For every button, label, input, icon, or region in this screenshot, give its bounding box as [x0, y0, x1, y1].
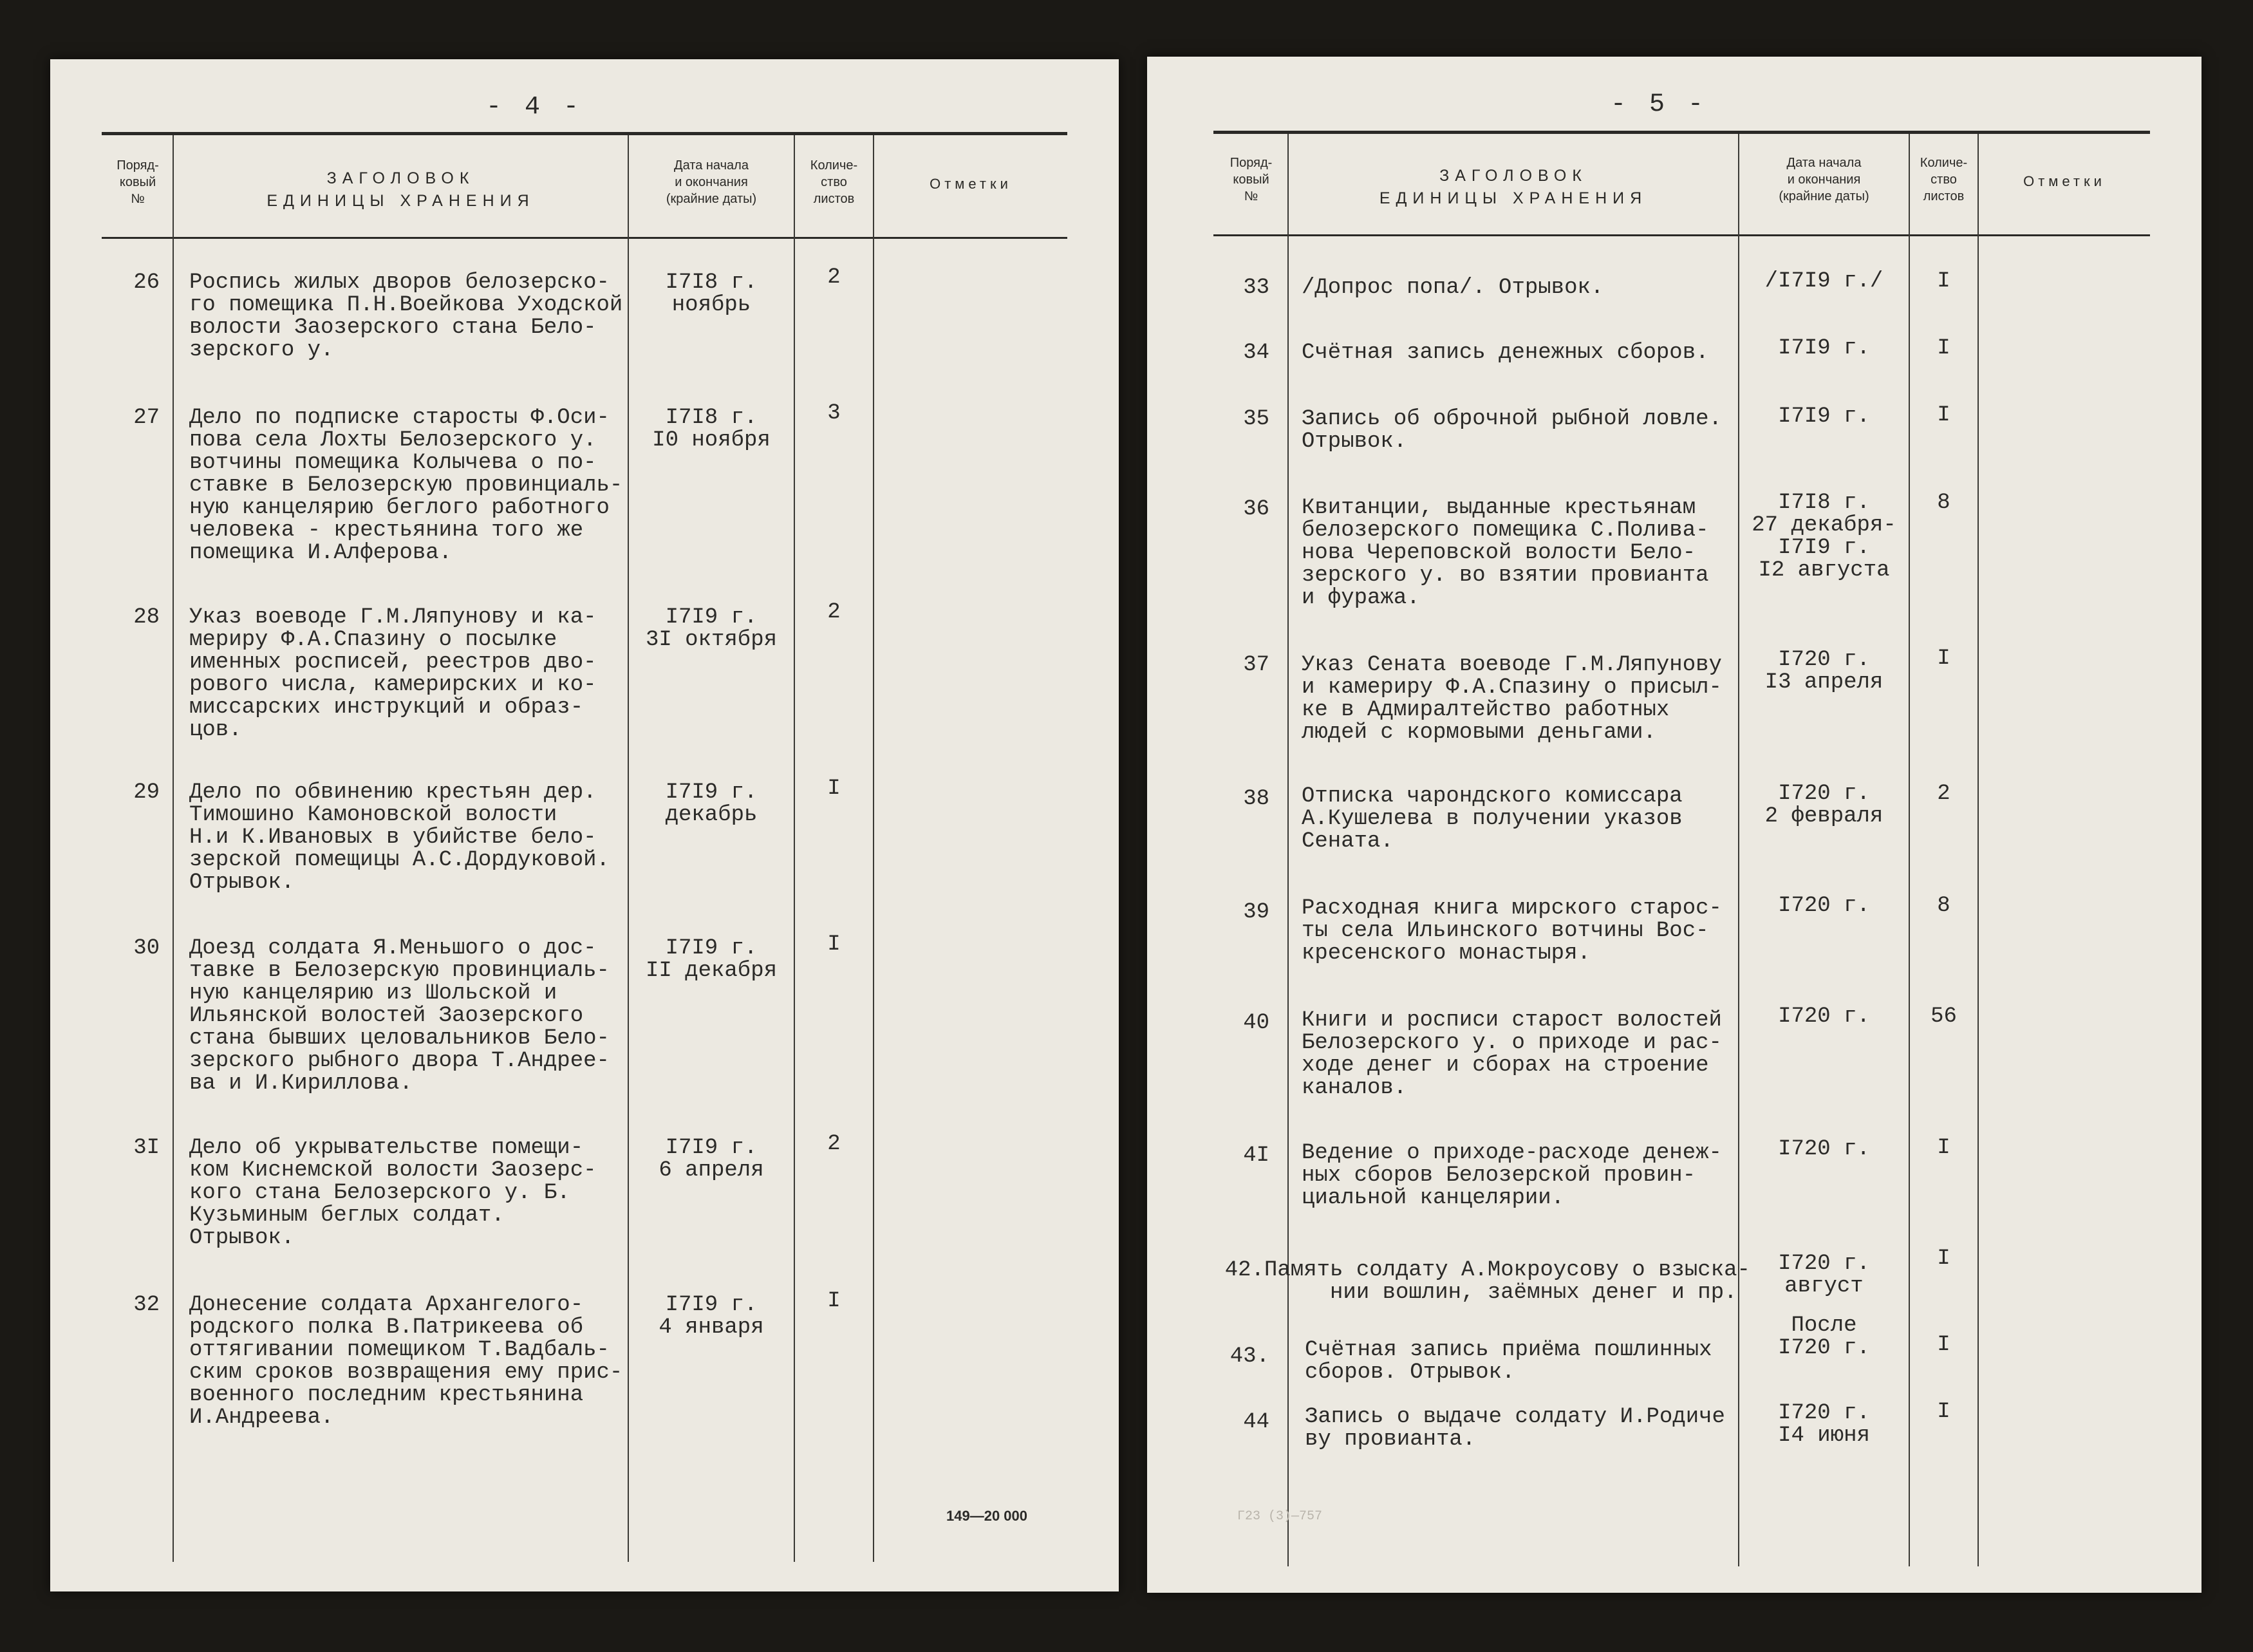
header-dates: Дата начала и окончания (крайние даты): [1779, 156, 1869, 203]
row-dates: I7I8 г. ноябрь: [665, 270, 758, 317]
header-marks: Отметки: [930, 176, 1012, 192]
row-dates: I720 г.: [1778, 1137, 1870, 1161]
column-divider: [1977, 134, 1979, 1566]
row-title: Указ Сената воеводе Г.М.Ляпунову и камериру Ф.А.Спазину о присыл- ке в Адмиралтейство работных людей с кормовыми деньгами.: [1302, 653, 1722, 745]
row-number: 39: [1243, 900, 1269, 925]
row-sheet-count: I: [827, 932, 841, 957]
row-sheet-count: I: [1937, 269, 1950, 294]
page-number: - 5 -: [1610, 90, 1708, 119]
header-bottom-rule: [1213, 234, 2150, 236]
row-title: Роспись жилых дворов белозерско- го помещика П.Н.Воейкова Уходской волости Заозерского стана Бело- зерского у.: [189, 270, 623, 362]
row-title: Дело по подписке старосты Ф.Оси- пова села Лохты Белозерского у. вотчины помещика Колычева о по- ставке в Белозерскую провинциаль- ную канцелярию беглого работного человека - крестьянина того же помещика И.Алферова.: [189, 406, 623, 565]
row-number: 40: [1243, 1011, 1269, 1035]
row-dates: I720 г.: [1778, 894, 1870, 918]
row-dates: I7I9 г. 4 января: [659, 1293, 764, 1340]
column-divider: [628, 135, 629, 1562]
row-number: 3I: [133, 1136, 160, 1160]
column-divider: [794, 135, 795, 1562]
row-sheet-count: I: [1937, 1246, 1950, 1271]
row-title: Книги и росписи старост волостей Белозерского у. о приходе и рас- ходе денег и сборах на строение каналов.: [1302, 1008, 1722, 1100]
row-sheet-count: 2: [827, 1132, 841, 1156]
row-sheet-count: 8: [1937, 491, 1950, 515]
row-number: 28: [133, 605, 160, 630]
row-dates: I7I9 г. 6 апреля: [659, 1136, 764, 1183]
row-sheet-count: 56: [1930, 1004, 1957, 1029]
row-number: 43.: [1229, 1344, 1269, 1369]
row-sheet-count: I: [1937, 403, 1950, 427]
row-number: 29: [133, 780, 160, 805]
row-title: Донесение солдата Архангелого- родского полка В.Патрикеева об оттягивании помещиком Т.Вадбаль- ским сроков возвращения ему прис- военного последним крестьянина И.Андреева.: [189, 1293, 623, 1430]
row-title: Отписка чарондского комиссара А.Кушелева в получении указов Сената.: [1302, 784, 1683, 854]
row-title: Доезд солдата Я.Меньшого о дос- тавке в Белозерскую провинциаль- ную канцелярию из Шольской и Ильянской волостей Заозерского стана бывших целовальников Бело- зерского рыбного двора Т.Андрее- ва и И.Кириллова.: [189, 936, 610, 1096]
row-number: 42.: [1224, 1258, 1264, 1282]
row-number: 44: [1243, 1410, 1269, 1434]
row-number: 30: [133, 936, 160, 961]
row-sheet-count: 2: [827, 265, 841, 290]
header-title: ЗАГОЛОВОК ЕДИНИЦЫ ХРАНЕНИЯ: [266, 169, 535, 210]
row-sheet-count: I: [1937, 1400, 1950, 1424]
page-number: - 4 -: [485, 93, 583, 122]
row-sheet-count: I: [827, 1289, 841, 1313]
row-number: 37: [1243, 653, 1269, 677]
row-dates: I720 г. I4 июня: [1778, 1401, 1870, 1448]
row-dates: I7I9 г. II декабря: [645, 936, 778, 983]
row-title: Запись об оброчной рыбной ловле. Отрывок.: [1302, 407, 1722, 454]
column-divider: [173, 135, 174, 1562]
row-sheet-count: 2: [827, 600, 841, 624]
header-sheet-count: Количе- ство листов: [810, 158, 858, 206]
row-dates: I720 г. 2 февраля: [1764, 782, 1884, 829]
row-title: /Допрос попа/. Отрывок.: [1302, 276, 1604, 300]
row-number: 32: [133, 1293, 160, 1317]
row-title: Расходная книга мирского старос- ты села Ильинского вотчины Вос- кресенского монастыря.: [1302, 896, 1722, 966]
row-number: 27: [133, 406, 160, 430]
row-title: Квитанции, выданные крестьянам белозерского помещика С.Полива- нова Череповской волости Бело- зерского у. во взятии провианта и фуража.: [1302, 496, 1709, 610]
row-title: Дело по обвинению крестьян дер. Тимошино Камоновской волости Н.и К.Ивановых в убийстве бело- зерской помещицы А.С.Дордуковой. Отрывок.: [189, 780, 610, 895]
row-sheet-count: 2: [1937, 782, 1950, 806]
column-divider: [873, 135, 874, 1562]
header-dates: Дата начала и окончания (крайние даты): [666, 158, 757, 206]
row-dates: I720 г.: [1778, 1004, 1870, 1029]
row-dates: I7I9 г. декабрь: [665, 780, 758, 827]
row-title: Счётная запись приёма пошлинных сборов. Отрывок.: [1305, 1338, 1712, 1385]
row-dates: I7I8 г. 27 декабря- I7I9 г. I2 августа: [1752, 491, 1896, 583]
row-dates: I7I9 г.: [1778, 404, 1870, 429]
header-number: Поряд- ковый №: [117, 158, 159, 206]
row-title: Ведение о приходе-расходе денеж- ных сборов Белозерской провин- циальной канцелярии.: [1302, 1141, 1722, 1210]
row-number: 4I: [1243, 1143, 1269, 1168]
row-sheet-count: I: [1937, 336, 1950, 361]
row-dates: I7I9 г. 3I октября: [645, 605, 778, 652]
print-run-code: 149—20 000: [946, 1508, 1027, 1524]
row-dates: /I7I9 г./: [1764, 269, 1884, 294]
header-sheet-count: Количе- ство листов: [1920, 156, 1968, 203]
row-sheet-count: I: [827, 776, 841, 801]
row-dates: I720 г. I3 апреля: [1764, 648, 1884, 695]
row-dates: I720 г. август: [1778, 1252, 1870, 1299]
row-sheet-count: 3: [827, 401, 841, 426]
row-sheet-count: 8: [1937, 894, 1950, 918]
row-title: Указ воеводе Г.М.Ляпунову и ка- мериру Ф.А.Спазину о посылке именных росписей, реестров дво- рового числа, камерирских и ко- миссарских инструкций и образ- цов.: [189, 605, 597, 742]
row-dates: I7I8 г. I0 ноября: [652, 406, 771, 453]
row-number: 34: [1243, 341, 1269, 365]
header-number: Поряд- ковый №: [1229, 156, 1273, 203]
row-title: Дело об укрывательстве помещи- ком Киснемской волости Заозерс- кого стана Белозерского у. Б. Кузьминым беглых солдат. Отрывок.: [189, 1136, 597, 1250]
column-divider: [1287, 134, 1289, 1566]
header-title: ЗАГОЛОВОК ЕДИНИЦЫ ХРАНЕНИЯ: [1379, 167, 1648, 207]
page-5: [1147, 57, 2202, 1593]
header-marks: Отметки: [2023, 173, 2106, 189]
row-number: 38: [1243, 787, 1269, 811]
row-sheet-count: I: [1937, 646, 1950, 671]
row-title: Счётная запись денежных сборов.: [1302, 341, 1709, 365]
row-dates: После I720 г.: [1778, 1313, 1870, 1360]
row-number: 36: [1243, 497, 1269, 521]
row-title: Запись о выдаче солдату И.Родиче ву провианта.: [1305, 1405, 1725, 1452]
row-number: 26: [133, 270, 160, 295]
header-top-rule: [102, 132, 1067, 135]
print-run-code: Г23 (3)—757: [1237, 1509, 1323, 1524]
row-sheet-count: I: [1937, 1136, 1950, 1160]
row-sheet-count: I: [1937, 1333, 1950, 1357]
header-top-rule: [1213, 131, 2150, 134]
header-bottom-rule: [102, 237, 1067, 239]
row-number: 33: [1243, 276, 1269, 300]
row-dates: I7I9 г.: [1778, 336, 1870, 361]
row-number: 35: [1243, 407, 1269, 431]
row-title: Память солдату А.Мокроусову о взыска- нии вошлин, заёмных денег и пр.: [1264, 1258, 1750, 1305]
page-4: [50, 59, 1119, 1591]
